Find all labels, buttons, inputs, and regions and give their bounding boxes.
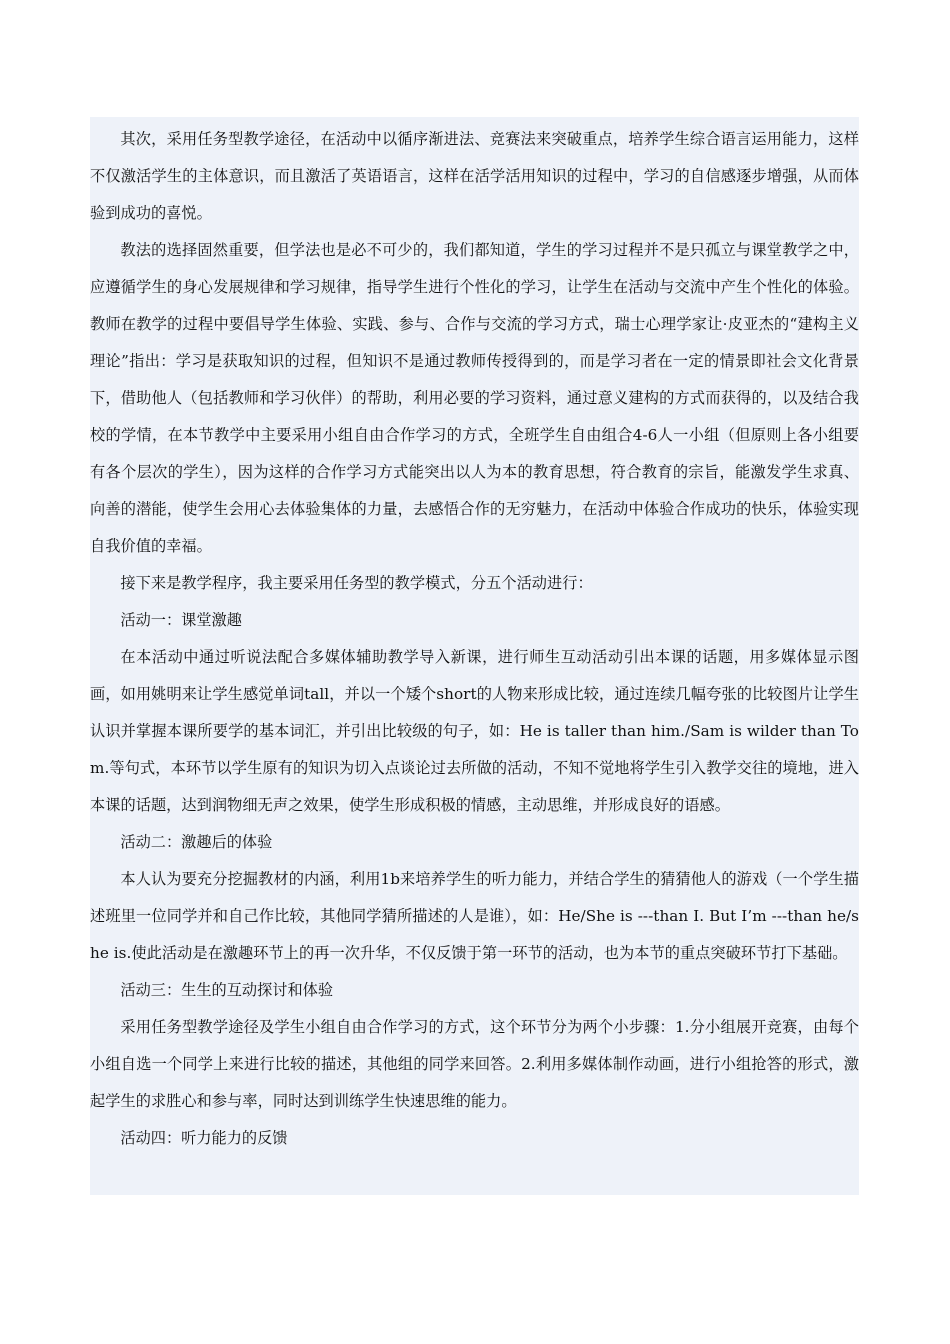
paragraph-3: 接下来是教学程序，我主要采用任务型的教学模式，分五个活动进行： [120,574,593,592]
activity-2-heading: 活动二：激趣后的体验 [120,833,273,851]
paragraph-2: 教法的选择固然重要，但学法也是必不可少的，我们都知道，学生的学习过程并不是只孤立与课堂教学之中，应遵循学生的身心发展规律和学习规律，指导学生进行个性化的学习，让学生在活动与交流中产生个性化的体验。教师在教学的过程中要倡导学生体验、实践、参与、合作与交流的学习方式，瑞士心理学家让·皮亚杰的“建构主义理论”指出：学习是获取知识的过程，但知识不是通过教师传授得到的，而是学习者在一定的情景即社会文化背景下，借助他人（包括教师和学习伙伴）的帮助，利用必要的学习资料，通过意义建构的方式而获得的，以及结合我校的学情，在本节教学中主要采用小组自由合作学习的方式，全班学生自由组合4-6人一小组（但原则上各小组要有各个层次的学生），因为这样的合作学习方式能突出以人为本的教育思想，符合教育的宗旨，能激发学生求真、向善的潜能，使学生会用心去体验集体的力量，去感悟合作的无穷魅力，在活动中体验合作成功的快乐，体验实现自我价值的幸福。 [90,241,859,555]
paragraph-activity-2: 本人认为要充分挖掘教材的内涵，利用1b来培养学生的听力能力，并结合学生的猜猜他人的游戏（一个学生描述班里一位同学并和自己作比较，其他同学猜所描述的人是谁），如：He/She is ---than I. But I’m ---than he/she is.使此活动是在激趣环节上的再一次升华，不仅反馈于第一环节的活动，也为本节的重点突破环节打下基础。 [90,870,859,962]
document-text-block [90,117,859,1195]
activity-4-heading: 活动四：听力能力的反馈 [120,1129,288,1147]
paragraph-1: 其次，采用任务型教学途径，在活动中以循序渐进法、竞赛法来突破重点，培养学生综合语言运用能力，这样不仅激活学生的主体意识，而且激活了英语语言，这样在活学活用知识的过程中，学习的自信感逐步增强，从而体验到成功的喜悦。 [90,130,859,222]
paragraph-activity-1: 在本活动中通过听说法配合多媒体辅助教学导入新课，进行师生互动活动引出本课的话题，用多媒体显示图画，如用姚明来让学生感觉单词tall，并以一个矮个short的人物来形成比较，通过连续几幅夸张的比较图片让学生认识并掌握本课所要学的基本词汇，并引出比较级的句子，如：He is taller than him./Sam is wilder than Tom.等句式，本环节以学生原有的知识为切入点谈论过去所做的活动，不知不觉地将学生引入教学交往的境地，进入本课的话题，达到润物细无声之效果，使学生形成积极的情感，主动思维，并形成良好的语感。 [90,648,859,814]
activity-3-heading: 活动三：生生的互动探讨和体验 [120,981,334,999]
paragraph-activity-3: 采用任务型教学途径及学生小组自由合作学习的方式，这个环节分为两个小步骤：1.分小组展开竞赛，由每个小组自选一个同学上来进行比较的描述，其他组的同学来回答。2.利用多媒体制作动画，进行小组抢答的形式，激起学生的求胜心和参与率，同时达到训练学生快速思维的能力。 [90,1018,859,1110]
activity-1-heading: 活动一：课堂激趣 [120,611,242,629]
